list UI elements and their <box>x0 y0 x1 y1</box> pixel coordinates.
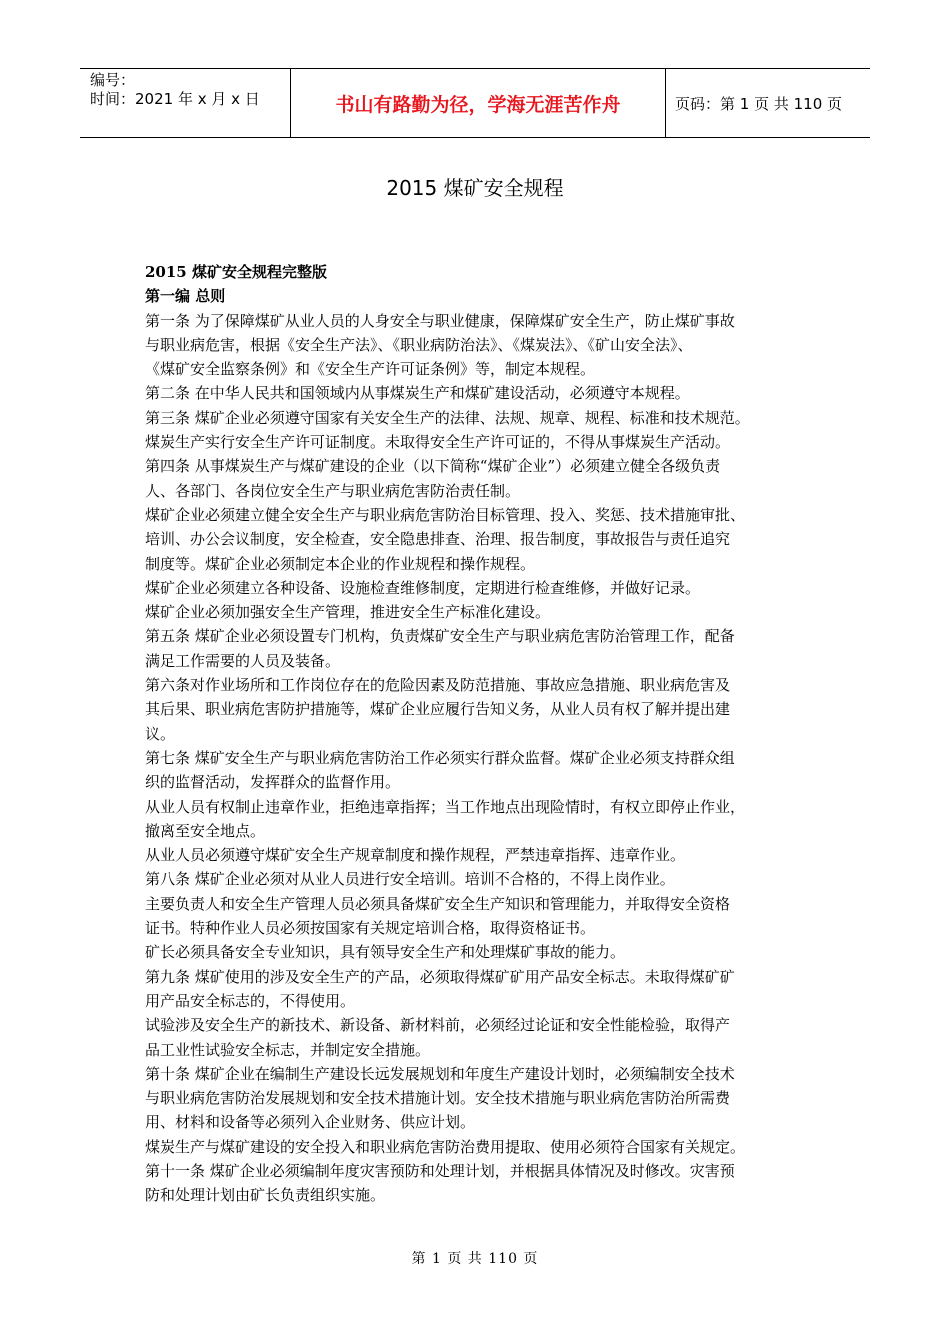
body-line: 第三条 煤矿企业必须遵守国家有关安全生产的法律、法规、规章、规程、标准和技术规范。 <box>145 408 750 427</box>
body-line: 人、各部门、各岗位安全生产与职业病危害防治责任制。 <box>145 481 521 500</box>
body-line: 煤矿企业必须加强安全生产管理，推进安全生产标准化建设。 <box>145 603 551 622</box>
body-line: 用产品安全标志的，不得使用。 <box>145 991 356 1010</box>
document-title: 2015 煤矿安全规程 <box>386 176 564 200</box>
body-line: 从业人员有权制止违章作业，拒绝违章指挥；当工作地点出现险情时，有权立即停止作业， <box>145 797 746 816</box>
body-line: 煤炭生产实行安全生产许可证制度。未取得安全生产许可证的，不得从事煤炭生产活动。 <box>145 433 731 452</box>
body-line: 用、材料和设备等必须列入企业财务、供应计划。 <box>145 1113 476 1132</box>
section-heading: 第一编 总则 <box>145 287 226 306</box>
body-line: 防和处理计划由矿长负责组织实施。 <box>145 1186 386 1205</box>
body-line: 从业人员必须遵守煤矿安全生产规章制度和操作规程，严禁违章指挥、违章作业。 <box>145 846 686 865</box>
header-page-info: 页码：第 1 页 共 110 页 <box>675 94 843 113</box>
body-line: 第一条 为了保障煤矿从业人员的人身安全与职业健康，保障煤矿安全生产，防止煤矿事故 <box>145 311 735 330</box>
body-line: 第七条 煤矿安全生产与职业病危害防治工作必须实行群众监督。煤矿企业必须支持群众组 <box>145 748 735 767</box>
body-line: 第五条 煤矿企业必须设置专门机构，负责煤矿安全生产与职业病危害防治管理工作，配备 <box>145 627 735 646</box>
body-line: 满足工作需要的人员及装备。 <box>145 651 341 670</box>
body-line: 品工业性试验安全标志，并制定安全措施。 <box>145 1040 431 1059</box>
page-footer: 第 1 页 共 110 页 <box>411 1251 539 1267</box>
body-line: 培训、办公会议制度，安全检查，安全隐患排查、治理、报告制度，事故报告与责任追究 <box>145 530 731 549</box>
body-line: 第六条对作业场所和工作岗位存在的危险因素及防范措施、事故应急措施、职业病危害及 <box>145 676 731 695</box>
section-heading: 2015 煤矿安全规程完整版 <box>145 263 327 281</box>
body-line: 第四条 从事煤炭生产与煤矿建设的企业（以下简称“煤矿企业”）必须建立健全各级负责 <box>145 457 721 476</box>
body-line: 证书。特种作业人员必须按国家有关规定培训合格，取得资格证书。 <box>145 919 596 938</box>
body-line: 制度等。煤矿企业必须制定本企业的作业规程和操作规程。 <box>145 554 536 573</box>
page-header <box>80 68 870 138</box>
body-line: 第九条 煤矿使用的涉及安全生产的产品，必须取得煤矿矿用产品安全标志。未取得煤矿矿 <box>145 967 735 986</box>
header-meta <box>80 69 290 137</box>
document-time-label: 时间：2021 年 x 月 x 日 <box>90 90 260 108</box>
body-line: 与职业病危害防治发展规划和安全技术措施计划。安全技术措施与职业病危害防治所需费 <box>145 1089 731 1108</box>
body-line: 议。 <box>145 724 176 743</box>
body-line: 《煤矿安全监察条例》和《安全生产许可证条例》等，制定本规程。 <box>145 360 596 379</box>
body-line: 试验涉及安全生产的新技术、新设备、新材料前，必须经过论证和安全性能检验，取得产 <box>145 1016 731 1035</box>
body-line: 其后果、职业病危害防护措施等，煤矿企业应履行告知义务，从业人员有权了解并提出建 <box>145 700 731 719</box>
body-line: 矿长必须具备安全专业知识，具有领导安全生产和处理煤矿事故的能力。 <box>145 943 626 962</box>
body-line: 煤矿企业必须建立各种设备、设施检查维修制度，定期进行检查维修，并做好记录。 <box>145 578 701 597</box>
body-line: 与职业病危害，根据《安全生产法》、《职业病防治法》、《煤炭法》、《矿山安全法》、 <box>145 335 693 354</box>
body-line: 第二条 在中华人民共和国领域内从事煤炭生产和煤矿建设活动，必须遵守本规程。 <box>145 384 690 403</box>
body-line: 撤离至安全地点。 <box>145 821 266 840</box>
body-line: 第十条 煤矿企业在编制生产建设长远发展规划和年度生产建设计划时，必须编制安全技术 <box>145 1064 735 1083</box>
body-line: 煤矿企业必须建立健全安全生产与职业病危害防治目标管理、投入、奖惩、技术措施审批、 <box>145 505 746 524</box>
document-body <box>145 260 815 1208</box>
header-motto: 书山有路勤为径，学海无涯苦作舟 <box>290 69 666 137</box>
document-number-label: 编号： <box>90 71 136 89</box>
body-line: 煤炭生产与煤矿建设的安全投入和职业病危害防治费用提取、使用必须符合国家有关规定。 <box>145 1137 746 1156</box>
body-line: 第八条 煤矿企业必须对从业人员进行安全培训。培训不合格的，不得上岗作业。 <box>145 870 675 889</box>
body-line: 主要负责人和安全生产管理人员必须具备煤矿安全生产知识和管理能力，并取得安全资格 <box>145 894 731 913</box>
body-line: 织的监督活动，发挥群众的监督作用。 <box>145 773 401 792</box>
body-line: 第十一条 煤矿企业必须编制年度灾害预防和处理计划，并根据具体情况及时修改。灾害预 <box>145 1161 735 1180</box>
